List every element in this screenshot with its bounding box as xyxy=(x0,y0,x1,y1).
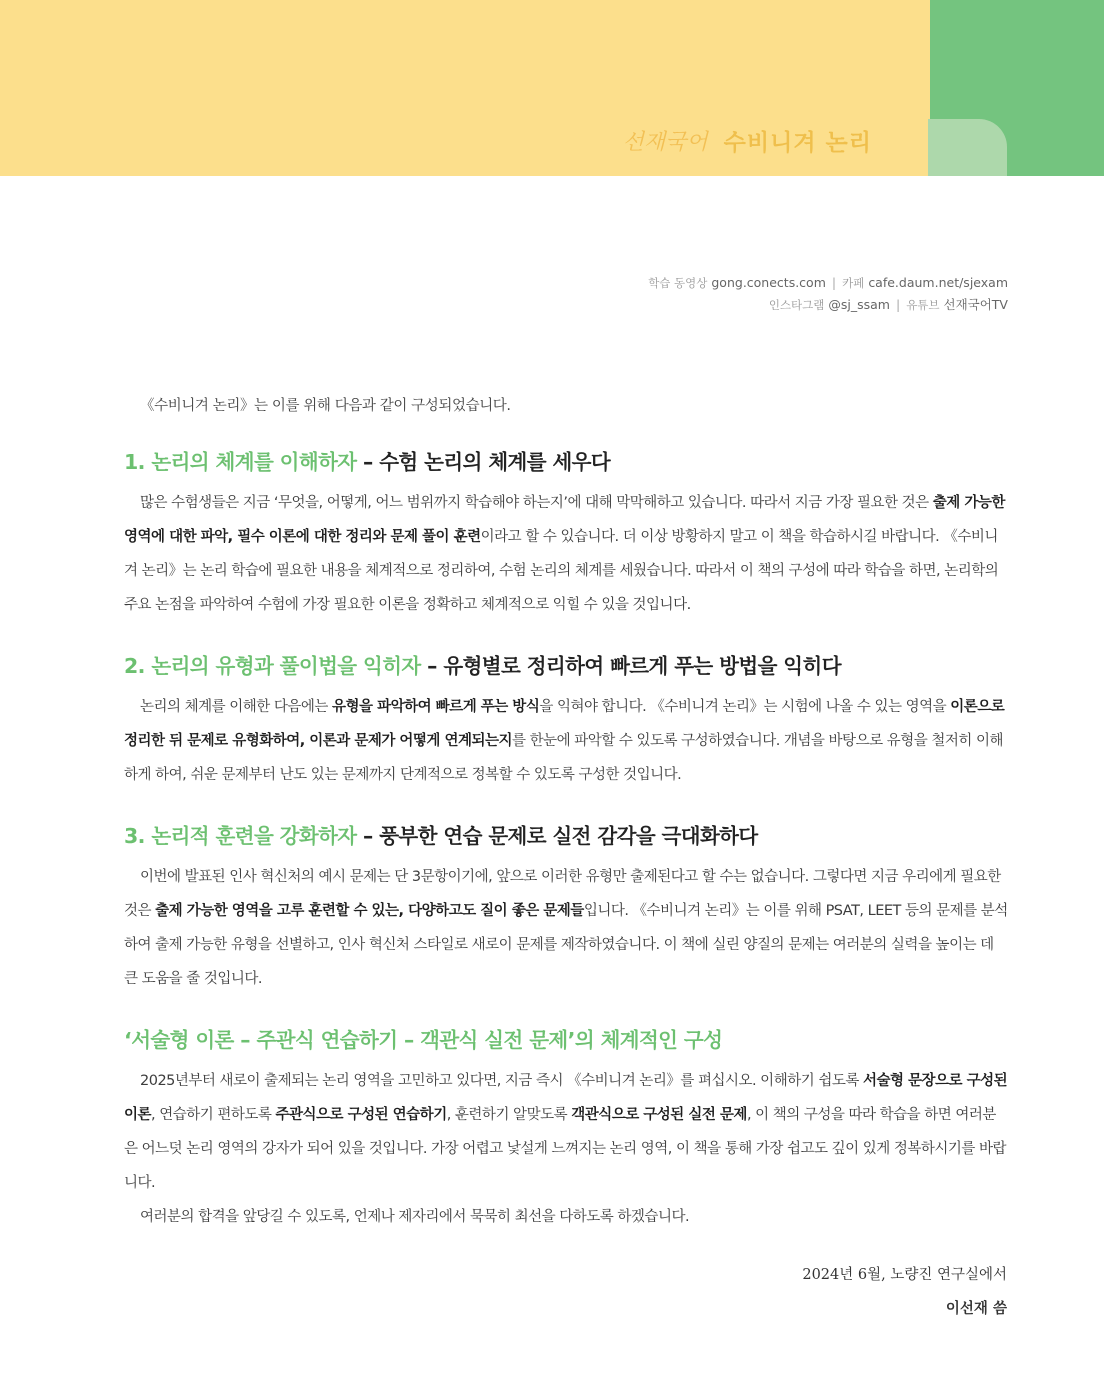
contact-label: 학습 동영상 xyxy=(648,276,708,290)
section-heading-title: ‘서술형 이론 – 주관식 연습하기 – 객관식 실전 문제’의 체계적인 구성 xyxy=(124,1028,723,1052)
section-heading xyxy=(124,1024,1008,1056)
emphasis-text: 유형을 파악하여 빠르게 푸는 방식 xyxy=(332,699,540,715)
contact-value: cafe.daum.net/sjexam xyxy=(868,275,1008,290)
section-paragraph xyxy=(124,486,1008,622)
contact-separator: | xyxy=(895,297,901,312)
heading-dash: – xyxy=(356,824,380,848)
contact-label: 유튜브 xyxy=(906,298,940,312)
contact-line-2 xyxy=(648,294,1008,316)
section-paragraph xyxy=(124,860,1008,996)
sections-container xyxy=(124,446,1008,1234)
section-heading-subtitle: 유형별로 정리하여 빠르게 푸는 방법을 익히다 xyxy=(443,654,841,678)
emphasis-text: 서술형 문장으로 구성된 이론 xyxy=(124,1073,1008,1123)
section-heading-subtitle: 수험 논리의 체계를 세우다 xyxy=(379,450,611,474)
section-heading-subtitle: 풍부한 연습 문제로 실전 감각을 극대화하다 xyxy=(379,824,758,848)
body-text: 논리의 체계를 이해한 다음에는 xyxy=(140,699,333,715)
emphasis-text: 이론으로 정리한 뒤 문제로 유형화하여, 이론과 문제가 어떻게 연계되는지 xyxy=(124,699,1005,749)
main-content xyxy=(124,394,1008,1234)
body-text: 많은 수험생들은 지금 ‘무엇을, 어떻게, 어느 범위까지 학습해야 하는지’에 대해 막막해하고 있습니다. 따라서 지금 가장 필요한 것은 xyxy=(140,495,933,511)
section-heading-title: 3. 논리적 훈련을 강화하자 xyxy=(124,824,357,848)
body-text: 를 한눈에 파악할 수 있도록 구성하였습니다. 개념을 바탕으로 유형을 철저히 이해하게 하여, 쉬운 문제부터 난도 있는 문제까지 단계적으로 정복할 수 있도록 구성한 것입니다. xyxy=(124,733,1003,783)
section-heading-title: 2. 논리의 유형과 풀이법을 익히자 xyxy=(124,654,421,678)
section-2 xyxy=(124,650,1008,792)
section-heading xyxy=(124,446,1008,478)
body-text: 을 익혀야 합니다. 《수비니겨 논리》는 시험에 나올 수 있는 영역을 xyxy=(539,699,951,715)
section-4 xyxy=(124,1024,1008,1234)
brand-script: 선재국어 xyxy=(622,129,708,155)
contact-label: 카페 xyxy=(842,276,865,290)
body-text: , 이 책의 구성을 따라 학습을 하면 여러분은 어느덧 논리 영역의 강자가 되어 있을 것입니다. 가장 어렵고 낯설게 느껴지는 논리 영역, 이 책을 통해 가장 쉽고도 깊이 있게 정복하시기를 바랍니다. xyxy=(124,1107,1007,1191)
section-paragraph xyxy=(124,1064,1008,1200)
contact-separator: | xyxy=(831,275,837,290)
emphasis-text: 출제 가능한 영역을 고루 훈련할 수 있는, 다양하고도 질이 좋은 문제들 xyxy=(155,903,584,919)
contact-value: @sj_ssam xyxy=(828,297,890,312)
brand-title: 수비니겨 논리 xyxy=(723,129,872,156)
emphasis-text: 객관식으로 구성된 실전 문제 xyxy=(571,1107,747,1123)
section-heading-title: 1. 논리의 체계를 이해하자 xyxy=(124,450,357,474)
contact-label: 인스타그램 xyxy=(768,298,825,312)
emphasis-text: 출제 가능한 영역에 대한 파악, 필수 이론에 대한 정리와 문제 풀이 훈련 xyxy=(124,495,1005,545)
signature-date: 2024년 6월, 노량진 연구실에서 xyxy=(802,1267,1007,1283)
emphasis-text: 주관식으로 구성된 연습하기 xyxy=(275,1107,447,1123)
signature-name: 이선재 씀 xyxy=(945,1300,1007,1317)
section-paragraph xyxy=(124,690,1008,792)
contact-info xyxy=(648,272,1008,316)
body-text: , 훈련하기 알맞도록 xyxy=(446,1107,572,1123)
section-3 xyxy=(124,820,1008,996)
heading-dash: – xyxy=(356,450,380,474)
section-heading xyxy=(124,820,1008,852)
body-text: 입니다. 《수비니겨 논리》는 이를 위해 PSAT, LEET 등의 문제를 분석하여 출제 가능한 유형을 선별하고, 인사 혁신처 스타일로 새로이 문제를 제작하였습니다. 이 책에 실린 양질의 문제는 여러분의 실력을 높이는 데 큰 도움을 줄 것입니다. xyxy=(124,903,1008,987)
section-1 xyxy=(124,446,1008,622)
contact-value: 선재국어TV xyxy=(943,297,1008,312)
section-heading xyxy=(124,650,1008,682)
brand-logo xyxy=(623,120,872,160)
body-text: 이번에 발표된 인사 혁신처의 예시 문제는 단 3문항이기에, 앞으로 이러한 유형만 출제된다고 할 수는 없습니다. 그렇다면 지금 우리에게 필요한 것은 xyxy=(124,869,1001,919)
contact-line-1 xyxy=(648,272,1008,294)
body-text: , 연습하기 편하도록 xyxy=(151,1107,276,1123)
intro-text: 《수비니겨 논리》는 이를 위해 다음과 같이 구성되었습니다. xyxy=(140,398,511,414)
contact-value: gong.conects.com xyxy=(711,275,826,290)
body-text: 2025년부터 새로이 출제되는 논리 영역을 고민하고 있다면, 지금 즉시 《수비니겨 논리》를 펴십시오. 이해하기 쉽도록 xyxy=(140,1073,863,1089)
section-paragraph xyxy=(124,1200,1008,1234)
signature xyxy=(802,1258,1007,1326)
body-text: 이라고 할 수 있습니다. 더 이상 방황하지 말고 이 책을 학습하시길 바랍니다. 《수비니겨 논리》는 논리 학습에 필요한 내용을 체계적으로 정리하여, 수험 논리의 체계를 세웠습니다. 따라서 이 책의 구성에 따라 학습을 하면, 논리학의 주요 논점을 파악하여 수험에 가장 필요한 이론을 정확하고 체계적으로 익힐 수 있을 것입니다. xyxy=(124,529,999,613)
body-text: 여러분의 합격을 앞당길 수 있도록, 언제나 제자리에서 묵묵히 최선을 다하도록 하겠습니다. xyxy=(140,1209,690,1225)
heading-dash: – xyxy=(420,654,444,678)
header-tab-decoration xyxy=(928,119,1007,176)
